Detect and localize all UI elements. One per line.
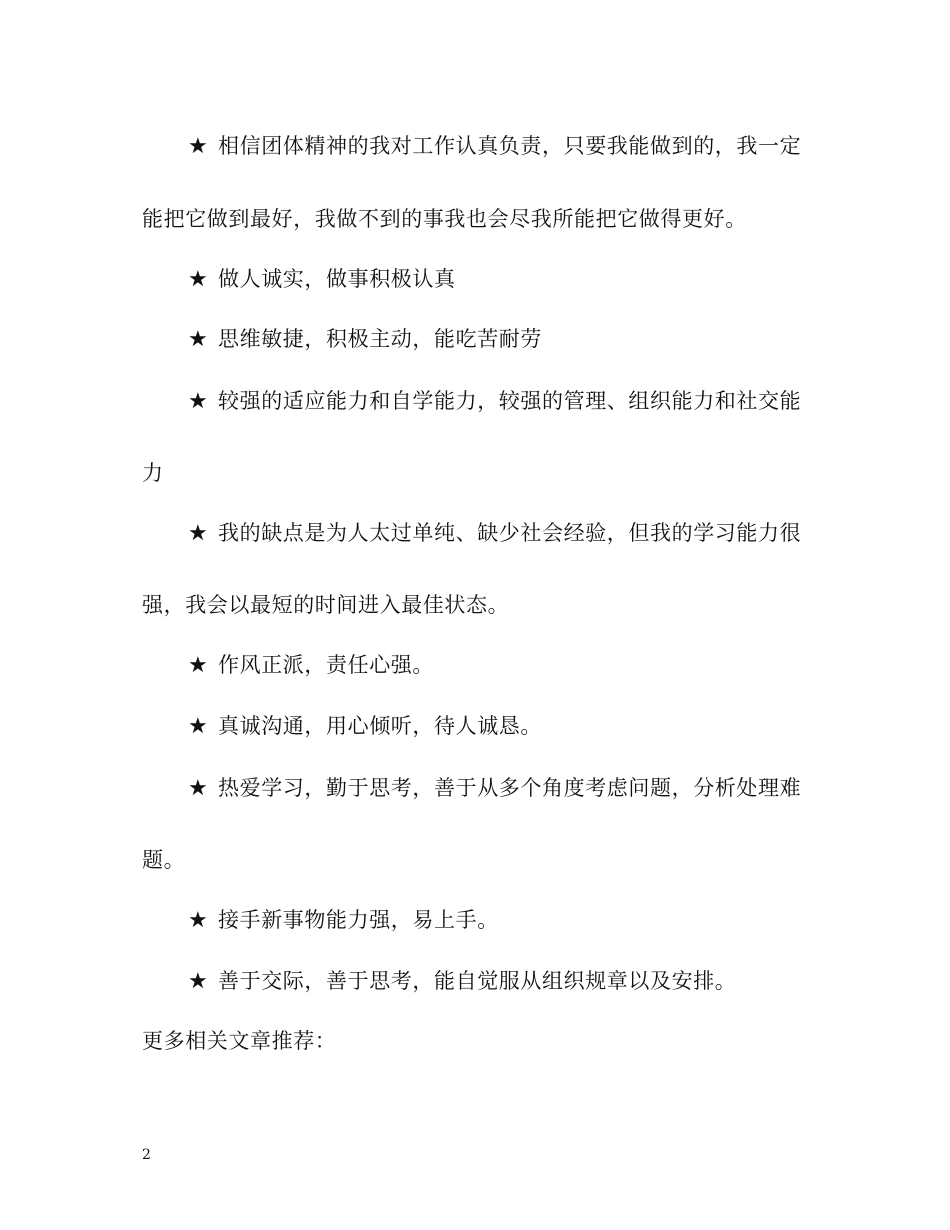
page-number: 2 [142, 1147, 151, 1163]
bullet-item-text: 善于交际，善于思考，能自觉服从组织规章以及安排。 [218, 969, 737, 993]
star-bullet-icon: ★ [188, 134, 209, 159]
bullet-item-text: 相信团体精神的我对工作认真负责，只要我能做到的，我一定 [218, 134, 802, 158]
bullet-item-text: 思维敏捷，积极主动，能吃苦耐劳 [218, 327, 542, 351]
bullet-item-line [188, 131, 868, 162]
bullet-item-text: 做人诚实，做事积极认真 [218, 267, 456, 291]
bullet-item-text: 接手新事物能力强，易上手。 [218, 908, 499, 932]
bullet-item-continuation: 能把它做到最好，我做不到的事我也会尽我所能把它做得更好。 [142, 207, 747, 231]
bullet-item-line [188, 966, 868, 997]
star-bullet-icon: ★ [188, 521, 209, 546]
bullet-item-line [188, 324, 868, 355]
star-bullet-icon: ★ [188, 714, 209, 739]
bullet-item-continuation: 题。 [142, 848, 186, 872]
star-bullet-icon: ★ [188, 389, 209, 414]
bullet-item-line [188, 773, 868, 804]
bullet-item-text: 我的缺点是为人太过单纯、缺少社会经验，但我的学习能力很 [218, 521, 802, 545]
bullet-item-line [188, 905, 868, 936]
bullet-item-line [188, 711, 868, 742]
bullet-item-continuation: 强，我会以最短的时间进入最佳状态。 [142, 593, 510, 617]
star-bullet-icon: ★ [188, 653, 209, 678]
related-articles-heading: 更多相关文章推荐： [142, 1029, 337, 1053]
bullet-item-text: 热爱学习，勤于思考，善于从多个角度考虑问题，分析处理难 [218, 776, 802, 800]
bullet-item-line [188, 264, 868, 295]
star-bullet-icon: ★ [188, 908, 209, 933]
star-bullet-icon: ★ [188, 776, 209, 801]
bullet-item-text: 作风正派，责任心强。 [218, 653, 434, 677]
bullet-item-continuation: 力 [142, 461, 164, 485]
bullet-item-text: 真诚沟通，用心倾听，待人诚恳。 [218, 714, 542, 738]
bullet-item-text: 较强的适应能力和自学能力，较强的管理、组织能力和社交能 [218, 389, 802, 413]
star-bullet-icon: ★ [188, 969, 209, 994]
star-bullet-icon: ★ [188, 267, 209, 292]
star-bullet-icon: ★ [188, 327, 209, 352]
bullet-item-line [188, 386, 868, 417]
bullet-item-line [188, 650, 868, 681]
bullet-item-line [188, 518, 868, 549]
